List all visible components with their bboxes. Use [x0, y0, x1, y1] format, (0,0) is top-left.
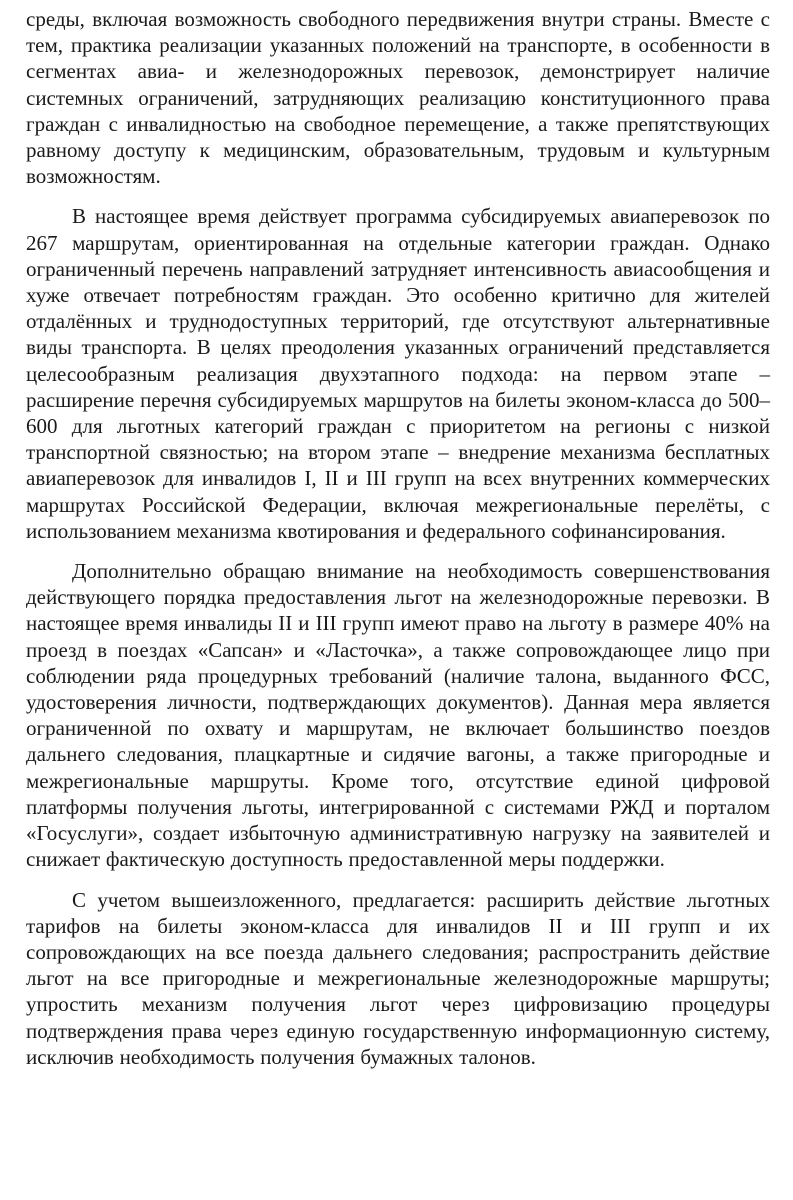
paragraph-rail-benefits: Дополнительно обращаю внимание на необходимость совершенствования действующего порядка предоставления льгот на железнодорожные перевозки. В настоящее время инвалиды II и III групп имеют право на льготу в размере 40% на проезд в поездах «Сапсан» и «Ласточка», а также сопровождающее лицо при соблюдении ряда процедурных требований (наличие талона, выданного ФСС, удостоверения личности, подтверждающих документов). Данная мера является ограниченной по охвату и маршрутам, не включает большинство поездов дальнего следования, плацкартные и сидячие вагоны, а также пригородные и межрегиональные маршруты. Кроме того, отсутствие единой цифровой платформы получения льготы, интегрированной с системами РЖД и порталом «Госуслуги», создает избыточную административную нагрузку на заявителей и снижает фактическую доступность предоставленной меры поддержки. — [26, 559, 770, 872]
paragraph-air-transport: В настоящее время действует программа субсидируемых авиаперевозок по 267 маршрутам, ориентированная на отдельные категории граждан. Однако ограниченный перечень направлений затрудняет интенсивность авиасообщения и хуже отвечает потребностям граждан. Это особенно критично для жителей отдалённых и труднодоступных территорий, где отсутствуют альтернативные виды транспорта. В целях преодоления указанных ограничений представляется целесообразным реализация двухэтапного подхода: на первом этапе – расширение перечня субсидируемых маршрутов на билеты эконом-класса до 500–600 для льготных категорий граждан с приоритетом на регионы с низкой транспортной связностью; на втором этапе – внедрение механизма бесплатных авиаперевозок для инвалидов I, II и III групп на всех внутренних коммерческих маршрутах Российской Федерации, включая межрегиональные перелёты, с использованием механизма квотирования и федерального софинансирования. — [26, 204, 770, 543]
paragraph-continuation: среды, включая возможность свободного передвижения внутри страны. Вместе с тем, практика реализации указанных положений на транспорте, в особенности в сегментах авиа- и железнодорожных перевозок, демонстрирует наличие системных ограничений, затрудняющих реализацию конституционного права граждан с инвалидностью на свободное перемещение, а также препятствующих равному доступу к медицинским, образовательным, трудовым и культурным возможностям. — [26, 7, 770, 189]
document-page — [26, 0, 770, 1070]
paragraph-proposals: С учетом вышеизложенного, предлагается: расширить действие льготных тарифов на билеты эконом-класса для инвалидов II и III групп и их сопровождающих на все поезда дальнего следования; распространить действие льгот на все пригородные и межрегиональные железнодорожные маршруты; упростить механизм получения льгот через цифровизацию процедуры подтверждения права через единую государственную информационную систему, исключив необходимость получения бумажных талонов. — [26, 887, 770, 1069]
